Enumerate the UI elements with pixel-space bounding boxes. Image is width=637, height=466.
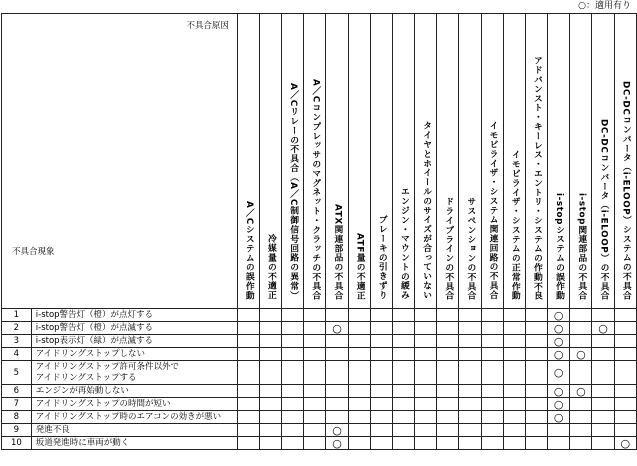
troubleshooting-matrix	[1, 13, 637, 450]
mark-cell	[259, 322, 281, 335]
mark-cell	[437, 424, 459, 437]
mark-cell	[304, 322, 326, 335]
header-corner	[2, 14, 238, 309]
symptom-text: 発進不良	[35, 424, 70, 435]
mark-cell	[282, 424, 304, 437]
cause-column-header	[392, 14, 414, 309]
table-row	[2, 348, 637, 361]
mark-cell	[348, 335, 370, 348]
cause-label: タイヤとホイールのサイズが合っていない	[421, 121, 432, 300]
applicable-mark: ○	[576, 347, 586, 361]
mark-cell	[503, 411, 525, 424]
table-row	[2, 309, 637, 322]
row-number: 8	[2, 411, 32, 424]
cause-column-header	[525, 14, 547, 309]
symptom-text: アイドリングストップする	[35, 372, 137, 383]
mark-cell	[348, 437, 370, 450]
mark-cell	[592, 322, 614, 335]
mark-cell	[481, 361, 503, 385]
mark-cell	[548, 322, 570, 335]
mark-cell	[570, 424, 592, 437]
mark-cell	[415, 411, 437, 424]
mark-cell	[592, 361, 614, 385]
mark-cell	[326, 385, 348, 398]
cause-label: DC-DCコンバータ（i-ELOOP）の不具合	[598, 118, 609, 300]
mark-cell	[592, 335, 614, 348]
mark-cell	[570, 437, 592, 450]
symptom-cell	[31, 411, 237, 424]
cause-label: 冷媒量の不適正	[265, 234, 276, 300]
mark-cell	[259, 411, 281, 424]
mark-cell	[326, 335, 348, 348]
cause-column-header	[481, 14, 503, 309]
mark-cell	[548, 411, 570, 424]
mark-cell	[548, 398, 570, 411]
applicable-mark: ○	[332, 436, 342, 450]
cause-column-header	[437, 14, 459, 309]
cause-column-header	[304, 14, 326, 309]
mark-cell	[237, 424, 259, 437]
mark-cell	[415, 437, 437, 450]
cause-label: アドバンスト・キーレス・エントリ・システムの作動不良	[531, 55, 542, 300]
mark-cell	[548, 424, 570, 437]
mark-cell	[503, 322, 525, 335]
cause-label: i-stop関連部品の不具合	[576, 192, 587, 300]
applicable-mark: ○	[332, 321, 342, 335]
mark-cell	[459, 361, 481, 385]
mark-cell	[592, 437, 614, 450]
mark-cell	[326, 437, 348, 450]
mark-cell	[237, 361, 259, 385]
cause-column-header	[548, 14, 570, 309]
table-row	[2, 437, 637, 450]
applicable-mark: ○	[332, 423, 342, 437]
mark-cell	[614, 437, 636, 450]
mark-cell	[348, 361, 370, 385]
row-number: 9	[2, 424, 32, 437]
mark-cell	[592, 398, 614, 411]
mark-cell	[459, 424, 481, 437]
mark-cell	[525, 348, 547, 361]
applicable-mark: ○	[553, 366, 564, 379]
mark-cell	[259, 309, 281, 322]
mark-cell	[437, 322, 459, 335]
legend: ○：適用有り	[578, 1, 631, 11]
mark-cell	[326, 322, 348, 335]
applicable-mark: ○	[553, 384, 564, 398]
table-row	[2, 424, 637, 437]
mark-cell	[237, 398, 259, 411]
mark-cell	[437, 385, 459, 398]
mark-cell	[348, 411, 370, 424]
mark-cell	[348, 385, 370, 398]
mark-cell	[481, 424, 503, 437]
mark-cell	[415, 424, 437, 437]
mark-cell	[503, 437, 525, 450]
cause-label: ATF量の不適正	[354, 233, 365, 300]
mark-cell	[415, 322, 437, 335]
mark-cell	[348, 322, 370, 335]
symptom-text: エンジンが再始動しない	[35, 385, 129, 396]
mark-cell	[259, 348, 281, 361]
symptom-text: アイドリングストップの時間が短い	[35, 398, 171, 409]
mark-cell	[282, 322, 304, 335]
mark-cell	[370, 309, 392, 322]
applicable-mark: ○	[553, 397, 564, 411]
mark-cell	[326, 348, 348, 361]
mark-cell	[525, 335, 547, 348]
mark-cell	[437, 348, 459, 361]
diagonal-divider	[2, 14, 247, 308]
applicable-mark: ○	[576, 384, 586, 398]
mark-cell	[237, 322, 259, 335]
mark-cell	[282, 411, 304, 424]
mark-cell	[503, 348, 525, 361]
mark-cell	[282, 348, 304, 361]
mark-cell	[282, 309, 304, 322]
mark-cell	[503, 361, 525, 385]
mark-cell	[592, 309, 614, 322]
mark-cell	[570, 398, 592, 411]
mark-cell	[459, 322, 481, 335]
mark-cell	[614, 385, 636, 398]
symptom-text: i-stop警告灯（橙）が点滅する	[35, 322, 154, 333]
mark-cell	[392, 385, 414, 398]
cause-column-header	[592, 14, 614, 309]
mark-cell	[326, 398, 348, 411]
mark-cell	[592, 424, 614, 437]
mark-cell	[614, 348, 636, 361]
mark-cell	[481, 309, 503, 322]
symptom-cell	[31, 424, 237, 437]
cause-column-header	[570, 14, 592, 309]
mark-cell	[481, 385, 503, 398]
mark-cell	[392, 335, 414, 348]
symptom-cell	[31, 385, 237, 398]
mark-cell	[370, 322, 392, 335]
mark-cell	[326, 424, 348, 437]
mark-cell	[614, 424, 636, 437]
mark-cell	[503, 398, 525, 411]
mark-cell	[570, 385, 592, 398]
cause-label: A／Cコンプレッサのマグネット・クラッチの不具合	[310, 78, 321, 300]
mark-cell	[259, 424, 281, 437]
mark-cell	[525, 385, 547, 398]
mark-cell	[370, 411, 392, 424]
mark-cell	[570, 335, 592, 348]
row-number: 10	[2, 437, 32, 450]
symptom-cell	[31, 309, 237, 322]
mark-cell	[304, 385, 326, 398]
mark-cell	[525, 309, 547, 322]
mark-cell	[481, 437, 503, 450]
symptom-text: アイドリングストップ時のエアコンの効きが悪い	[35, 411, 222, 422]
applicable-mark: ○	[553, 334, 564, 348]
mark-cell	[370, 398, 392, 411]
mark-cell	[459, 335, 481, 348]
mark-cell	[392, 361, 414, 385]
mark-cell	[237, 335, 259, 348]
cause-label: ドライブラインの不具合	[443, 196, 454, 300]
mark-cell	[392, 309, 414, 322]
mark-cell	[481, 322, 503, 335]
mark-cell	[370, 437, 392, 450]
mark-cell	[415, 361, 437, 385]
mark-cell	[570, 322, 592, 335]
cause-label: エンジン・マウントの緩み	[398, 187, 409, 300]
mark-cell	[503, 385, 525, 398]
mark-cell	[370, 348, 392, 361]
mark-cell	[570, 361, 592, 385]
mark-cell	[415, 385, 437, 398]
mark-cell	[570, 411, 592, 424]
mark-cell	[282, 361, 304, 385]
mark-cell	[481, 348, 503, 361]
mark-cell	[592, 385, 614, 398]
cause-label: i-stopシステムの誤作動	[554, 192, 565, 300]
mark-cell	[548, 309, 570, 322]
mark-cell	[304, 398, 326, 411]
mark-cell	[570, 348, 592, 361]
row-number: 7	[2, 398, 32, 411]
mark-cell	[614, 335, 636, 348]
mark-cell	[326, 411, 348, 424]
cause-column-header	[503, 14, 525, 309]
mark-cell	[437, 361, 459, 385]
table-row	[2, 398, 637, 411]
mark-cell	[459, 348, 481, 361]
row-number: 4	[2, 348, 32, 361]
mark-cell	[304, 335, 326, 348]
mark-cell	[370, 335, 392, 348]
table-row	[2, 322, 637, 335]
mark-cell	[259, 361, 281, 385]
mark-cell	[525, 398, 547, 411]
mark-cell	[525, 411, 547, 424]
symptom-text: i-stop警告灯（橙）が点灯する	[35, 309, 154, 320]
mark-cell	[614, 309, 636, 322]
cause-column-header	[282, 14, 304, 309]
mark-cell	[548, 385, 570, 398]
symptom-text: アイドリングストップ許可条件以外で	[35, 361, 179, 372]
applicable-mark: ○	[620, 436, 631, 450]
applicable-mark: ○	[598, 321, 608, 335]
mark-cell	[437, 398, 459, 411]
mark-cell	[525, 361, 547, 385]
cause-header-label: 不具合原因	[186, 21, 229, 31]
mark-cell	[348, 348, 370, 361]
symptom-cell	[31, 437, 237, 450]
mark-cell	[614, 322, 636, 335]
mark-cell	[614, 398, 636, 411]
row-number: 1	[2, 309, 32, 322]
mark-cell	[259, 398, 281, 411]
symptom-cell	[31, 335, 237, 348]
mark-cell	[415, 335, 437, 348]
mark-cell	[370, 361, 392, 385]
mark-cell	[548, 437, 570, 450]
applicable-mark: ○	[553, 410, 564, 424]
row-number: 2	[2, 322, 32, 335]
mark-cell	[525, 437, 547, 450]
symptom-header-label: 不具合現象	[12, 247, 55, 257]
mark-cell	[237, 411, 259, 424]
mark-cell	[459, 437, 481, 450]
mark-cell	[326, 361, 348, 385]
cause-column-header	[259, 14, 281, 309]
row-number: 5	[2, 361, 32, 385]
mark-cell	[459, 385, 481, 398]
mark-cell	[348, 398, 370, 411]
mark-cell	[614, 411, 636, 424]
mark-cell	[415, 309, 437, 322]
mark-cell	[548, 348, 570, 361]
cause-column-header	[459, 14, 481, 309]
mark-cell	[592, 348, 614, 361]
mark-cell	[437, 335, 459, 348]
mark-cell	[348, 424, 370, 437]
mark-cell	[614, 361, 636, 385]
mark-cell	[237, 348, 259, 361]
mark-cell	[237, 385, 259, 398]
mark-cell	[437, 309, 459, 322]
mark-cell	[259, 385, 281, 398]
cause-label: イモビライザ・システムの正常作動	[509, 149, 520, 300]
mark-cell	[503, 424, 525, 437]
mark-cell	[415, 348, 437, 361]
mark-cell	[370, 424, 392, 437]
symptom-text: アイドリングストップしない	[35, 348, 145, 359]
applicable-mark: ○	[553, 308, 564, 322]
table-row	[2, 335, 637, 348]
mark-cell	[415, 398, 437, 411]
mark-cell	[304, 348, 326, 361]
mark-cell	[392, 322, 414, 335]
mark-cell	[459, 309, 481, 322]
symptom-cell	[31, 398, 237, 411]
mark-cell	[525, 322, 547, 335]
mark-cell	[437, 437, 459, 450]
cause-label: イモビライザ・システム関連回路の不具合	[487, 121, 498, 300]
mark-cell	[392, 424, 414, 437]
mark-cell	[304, 424, 326, 437]
mark-cell	[459, 411, 481, 424]
applicable-mark: ○	[553, 347, 564, 361]
mark-cell	[282, 335, 304, 348]
row-number: 3	[2, 335, 32, 348]
mark-cell	[304, 437, 326, 450]
mark-cell	[392, 411, 414, 424]
mark-cell	[259, 335, 281, 348]
table-row	[2, 385, 637, 398]
cause-label: A／Cシステムの誤作動	[243, 200, 254, 300]
mark-cell	[548, 361, 570, 385]
table-row	[2, 411, 637, 424]
cause-column-header	[614, 14, 636, 309]
cause-column-header	[415, 14, 437, 309]
mark-cell	[348, 309, 370, 322]
table-row	[2, 361, 637, 385]
mark-cell	[392, 348, 414, 361]
mark-cell	[503, 309, 525, 322]
cause-column-header	[370, 14, 392, 309]
cause-column-header	[348, 14, 370, 309]
mark-cell	[592, 411, 614, 424]
symptom-text: i-stop表示灯（緑）が点滅する	[35, 335, 154, 346]
mark-cell	[503, 335, 525, 348]
symptom-cell	[31, 361, 237, 385]
mark-cell	[326, 309, 348, 322]
mark-cell	[392, 437, 414, 450]
mark-cell	[481, 335, 503, 348]
cause-label: ブレーキの引きずり	[376, 215, 387, 300]
symptom-cell	[31, 348, 237, 361]
mark-cell	[282, 437, 304, 450]
mark-cell	[304, 361, 326, 385]
mark-cell	[237, 437, 259, 450]
mark-cell	[259, 437, 281, 450]
cause-label: ATX関連部品の不具合	[332, 204, 343, 300]
mark-cell	[392, 398, 414, 411]
cause-label: サスペンションの不具合	[465, 196, 476, 300]
mark-cell	[437, 411, 459, 424]
cause-label: A／Cリレーの不具合（A／C制御信号回路の異常）	[288, 83, 299, 300]
symptom-cell	[31, 322, 237, 335]
mark-cell	[370, 385, 392, 398]
mark-cell	[570, 309, 592, 322]
mark-cell	[548, 335, 570, 348]
mark-cell	[282, 385, 304, 398]
mark-cell	[304, 309, 326, 322]
mark-cell	[282, 398, 304, 411]
cause-label: DC-DCコンバータ（i-ELOOP）システムの不具合	[620, 81, 631, 300]
mark-cell	[525, 424, 547, 437]
mark-cell	[304, 411, 326, 424]
row-number: 6	[2, 385, 32, 398]
mark-cell	[459, 398, 481, 411]
symptom-text: 坂道発進時に車両が動く	[35, 437, 130, 448]
applicable-mark: ○	[553, 321, 564, 335]
mark-cell	[481, 398, 503, 411]
mark-cell	[237, 309, 259, 322]
cause-column-header	[326, 14, 348, 309]
mark-cell	[481, 411, 503, 424]
